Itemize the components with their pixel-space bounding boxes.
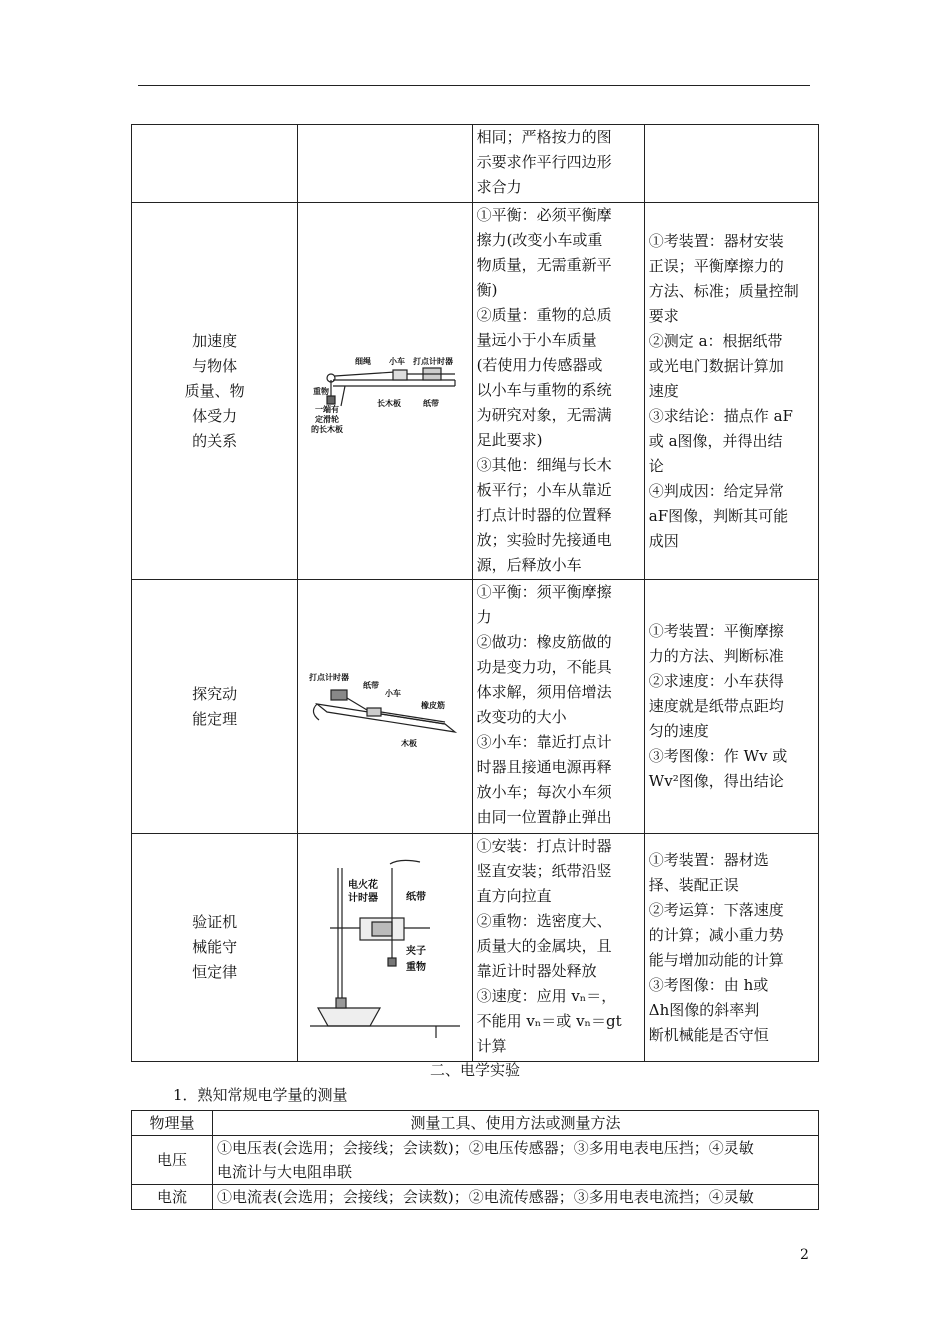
label-timer-1: 计时器 xyxy=(347,892,378,904)
text-line: ②考运算：下落速度 xyxy=(648,900,784,919)
experiment-name-cell xyxy=(132,580,298,834)
text-line: aF图像，判断其可能 xyxy=(648,506,789,525)
text-line: 计算 xyxy=(476,1037,507,1055)
label-tape: 纸带 xyxy=(405,891,426,903)
table-row xyxy=(132,203,819,580)
label-board: 长木板 xyxy=(376,399,401,408)
label-band: 橡皮筋 xyxy=(420,700,445,710)
name-line: 体受力 xyxy=(192,406,238,425)
exam-points-cell xyxy=(644,203,818,580)
text-line: 示要求作平行四边形 xyxy=(476,153,612,171)
mechanics-experiments-table xyxy=(131,124,819,1062)
text-line: 择、装配正误 xyxy=(648,875,739,894)
text-line: ①电压表(会选用；会接线；会读数)；②电压传感器；③多用电表电压挡；④灵敏 xyxy=(217,1139,754,1157)
text-line: 量远小于小车质量 xyxy=(476,331,597,349)
experiment-name-cell xyxy=(132,125,298,203)
text-line: ②测定 a：根据纸带 xyxy=(648,331,783,350)
text-line: ①考装置：平衡摩擦 xyxy=(648,622,784,640)
header-rule xyxy=(138,85,810,86)
text-line: ①安装：打点计时器 xyxy=(476,837,612,855)
exam-points-cell xyxy=(644,125,818,203)
text-line: 功是变力功，不能具 xyxy=(476,658,612,676)
text-line: 物质量，无需重新平 xyxy=(476,256,612,274)
table-header-row xyxy=(132,1111,819,1136)
label-clip: 夹子 xyxy=(405,945,426,957)
text-line: 由同一位置静止弹出 xyxy=(476,808,612,826)
text-line: 正误；平衡摩擦力的 xyxy=(648,256,784,275)
label-tape: 纸带 xyxy=(422,399,439,408)
label-timer: 打点计时器 xyxy=(308,672,349,682)
text-line: ③求结论：描点作 aF xyxy=(648,406,793,425)
name-line: 械能守 xyxy=(192,938,238,956)
text-line: ②重物：选密度大、 xyxy=(476,912,612,930)
text-line: 放；实验时先接通电 xyxy=(476,531,612,549)
text-line: ③小车：靠近打点计 xyxy=(476,733,612,751)
exam-points-cell xyxy=(644,580,818,834)
name-line: 能定理 xyxy=(192,709,238,728)
text-line: 放小车；每次小车须 xyxy=(476,783,612,801)
label-pulley-board-0: 一端有 xyxy=(314,405,339,414)
text-line: 足此要求) xyxy=(476,431,543,449)
experiment-name-cell xyxy=(132,203,298,580)
text-line: ②做功：橡皮筋做的 xyxy=(476,633,612,651)
text-line: 或 a图像，并得出结 xyxy=(648,431,783,450)
text-line: 打点计时器的位置释 xyxy=(476,506,612,524)
requirements-cell xyxy=(472,834,644,1062)
text-line: 质量大的金属块，且 xyxy=(476,937,612,955)
text-line: 直方向拉直 xyxy=(476,887,552,905)
table-row xyxy=(132,834,819,1062)
subsection-title: 1．熟知常规电学量的测量 xyxy=(173,1086,348,1104)
text-line: ③考图像：由 h或 xyxy=(648,975,769,994)
label-board: 木板 xyxy=(400,738,417,748)
label-tape: 纸带 xyxy=(362,680,379,690)
free-fall-apparatus-figure xyxy=(310,858,460,1038)
label-pulley-board-1: 定滑轮 xyxy=(314,415,339,424)
experiment-name-cell xyxy=(132,834,298,1062)
text-line: 体求解，须用倍增法 xyxy=(476,683,612,701)
label-cart: 小车 xyxy=(384,688,401,698)
text-line: 断机械能是否守恒 xyxy=(648,1025,769,1044)
table-row xyxy=(132,1185,819,1210)
exam-points-cell xyxy=(644,834,818,1062)
text-line: ④判成因：给定异常 xyxy=(648,481,784,500)
methods-cell xyxy=(213,1136,819,1185)
text-line: 擦力(改变小车或重 xyxy=(476,231,603,249)
requirements-cell xyxy=(472,203,644,580)
text-line: 或光电门数据计算加 xyxy=(648,356,784,375)
text-line: ①平衡：须平衡摩擦 xyxy=(476,583,612,601)
text-line: 竖直安装；纸带沿竖 xyxy=(476,862,612,880)
text-line: 能与增加动能的计算 xyxy=(648,950,784,969)
methods-cell xyxy=(213,1185,819,1210)
text-line: ③其他：细绳与长木 xyxy=(476,456,612,474)
text-line: 的计算；减小重力势 xyxy=(648,925,784,944)
table-row xyxy=(132,580,819,834)
text-line: 力的方法、判断标准 xyxy=(648,647,784,665)
text-line: ①考装置：器材安装 xyxy=(648,231,784,250)
text-line: ③速度：应用 vₙ＝， xyxy=(476,987,617,1005)
text-line: 速度 xyxy=(648,381,679,400)
table-row xyxy=(132,125,819,203)
text-line: 方法、标准；质量控制 xyxy=(648,281,799,300)
text-line: ②求速度：小车获得 xyxy=(648,672,784,690)
label-cart: 小车 xyxy=(388,357,405,366)
text-line: 衡) xyxy=(476,281,498,299)
figure-cell xyxy=(298,203,472,580)
text-line: 为研究对象，无需满 xyxy=(476,406,612,424)
text-line: 不能用 vₙ＝或 vₙ＝gt xyxy=(476,1012,622,1030)
column-header: 测量工具、使用方法或测量方法 xyxy=(213,1111,819,1136)
text-line: 以小车与重物的系统 xyxy=(476,381,612,399)
text-line: 电流计与大电阻串联 xyxy=(217,1163,353,1181)
column-header: 物理量 xyxy=(132,1111,213,1136)
text-line: 板平行；小车从靠近 xyxy=(476,481,612,499)
electrical-measurement-table xyxy=(131,1110,819,1210)
label-timer: 打点计时器 xyxy=(412,357,453,366)
page-number: 2 xyxy=(800,1247,809,1263)
name-line: 的关系 xyxy=(192,431,238,450)
text-line: ②质量：重物的总质 xyxy=(476,306,612,324)
text-line: ①考装置：器材选 xyxy=(648,850,769,869)
name-line: 恒定律 xyxy=(192,963,238,981)
text-line: ①平衡：必须平衡摩 xyxy=(476,206,612,224)
name-line: 加速度 xyxy=(192,331,238,350)
text-line: 成因 xyxy=(648,531,679,550)
text-line: 论 xyxy=(648,456,664,475)
quantity-cell: 电压 xyxy=(132,1136,213,1185)
figure-cell xyxy=(298,834,472,1062)
text-line: Δh图像的斜率判 xyxy=(648,1000,760,1019)
section-title: 二、电学实验 xyxy=(429,1061,520,1079)
text-line: ③考图像：作 Wv 或 xyxy=(648,747,788,765)
figure-cell xyxy=(298,580,472,834)
figure-cell xyxy=(298,125,472,203)
text-line: ①电流表(会选用；会接线；会读数)；②电流传感器；③多用电表电流挡；④灵敏 xyxy=(217,1188,754,1206)
cart-pulley-apparatus-figure xyxy=(305,346,465,436)
label-pulley-board-2: 的长木板 xyxy=(310,425,343,434)
text-line: 时器且接通电源再释 xyxy=(476,758,612,776)
text-line: 靠近计时器处释放 xyxy=(476,962,597,980)
requirements-cell xyxy=(472,580,644,834)
name-line: 验证机 xyxy=(192,913,238,931)
text-line: 求合力 xyxy=(476,178,522,196)
name-line: 探究动 xyxy=(192,684,238,703)
rubber-band-work-figure xyxy=(305,662,465,752)
table-row xyxy=(132,1136,819,1185)
label-timer-0: 电火花 xyxy=(347,879,378,891)
quantity-cell: 电流 xyxy=(132,1185,213,1210)
text-line: 改变功的大小 xyxy=(476,708,567,726)
text-line: (若使用力传感器或 xyxy=(476,356,603,374)
label-weight: 重物 xyxy=(312,387,329,396)
text-line: 速度就是纸带点距均 xyxy=(648,697,784,715)
name-line: 质量、物 xyxy=(184,381,245,400)
name-line: 与物体 xyxy=(192,356,238,375)
text-line: 相同；严格按力的图 xyxy=(476,128,612,146)
text-line: Wv²图像，得出结论 xyxy=(648,772,784,790)
label-rope: 细绳 xyxy=(354,357,371,366)
text-line: 要求 xyxy=(648,306,679,325)
requirements-cell xyxy=(472,125,644,203)
text-line: 力 xyxy=(476,608,492,626)
label-weight: 重物 xyxy=(405,961,426,973)
text-line: 源，后释放小车 xyxy=(476,556,582,574)
text-line: 匀的速度 xyxy=(648,722,709,740)
